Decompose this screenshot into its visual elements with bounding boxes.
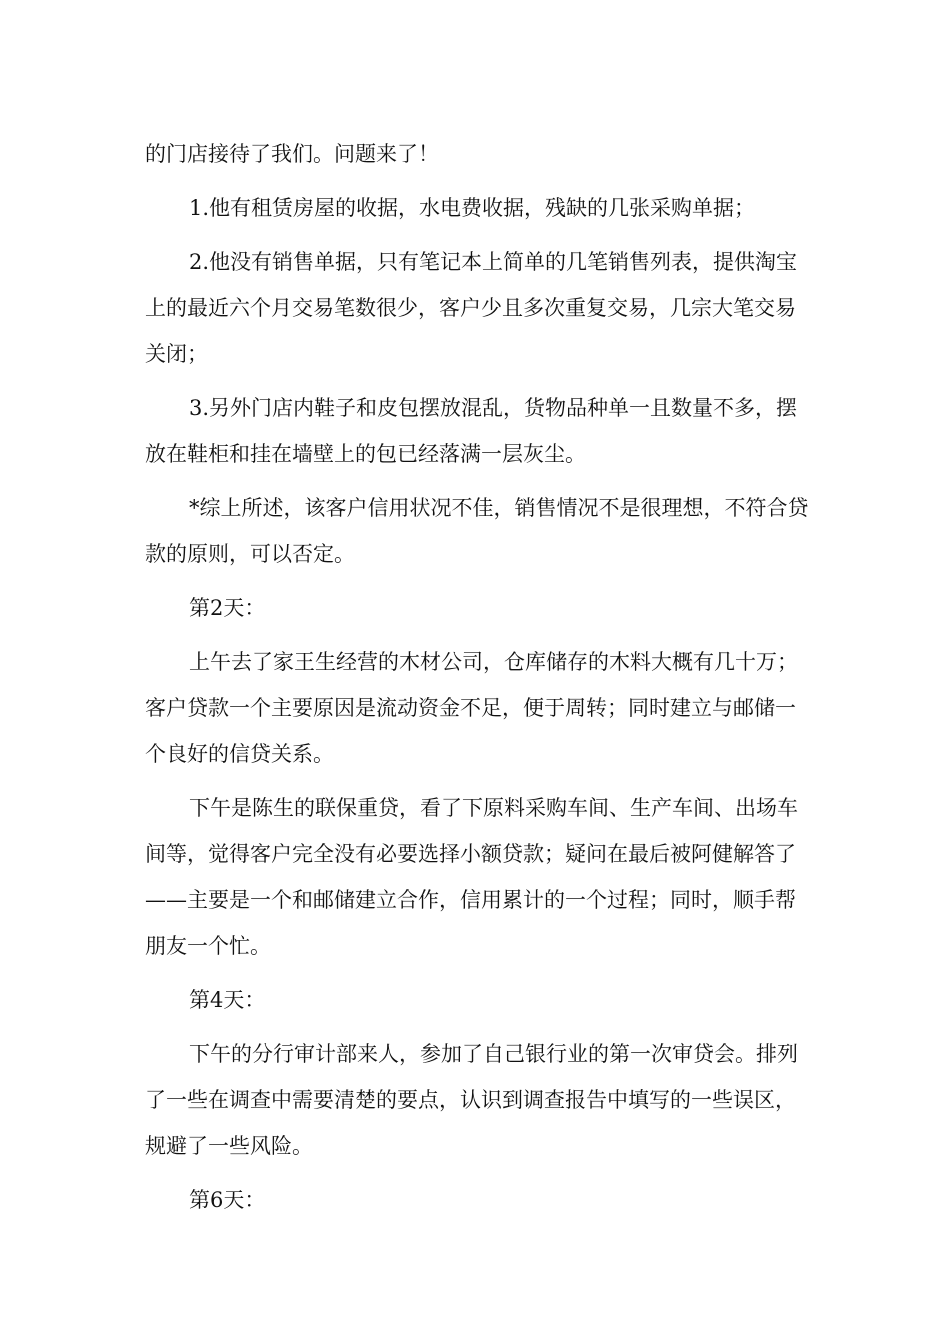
paragraph: 上午去了家王生经营的木材公司，仓库储存的木料大概有几十万；客户贷款一个主要原因是流动资金不足，便于周转；同时建立与邮储一个良好的信贷关系。: [145, 650, 798, 766]
paragraph: 下午的分行审计部来人，参加了自己银行业的第一次审贷会。排列了一些在调查中需要清楚的要点，认识到调查报告中填写的一些误区，规避了一些风险。: [145, 1042, 798, 1158]
section-heading: 第4天：: [189, 988, 266, 1012]
paragraph: 下午是陈生的联保重贷，看了下原料采购车间、生产车间、出场车间等，觉得客户完全没有必要选择小额贷款；疑问在最后被阿健解答了——主要是一个和邮储建立合作，信用累计的一个过程；同时，顺手帮朋友一个忙。: [145, 796, 798, 958]
section-heading: 第6天：: [189, 1188, 266, 1212]
paragraph: 2.他没有销售单据，只有笔记本上简单的几笔销售列表，提供淘宝上的最近六个月交易笔数很少，客户少且多次重复交易，几宗大笔交易关闭；: [145, 250, 798, 366]
paragraph: 3.另外门店内鞋子和皮包摆放混乱，货物品种单一且数量不多，摆放在鞋柜和挂在墙壁上的包已经落满一层灰尘。: [145, 396, 798, 466]
paragraph: 1.他有租赁房屋的收据，水电费收据，残缺的几张采购单据；: [189, 196, 756, 220]
document-body: [145, 131, 815, 1231]
paragraph: 的门店接待了我们。问题来了！: [145, 142, 439, 166]
paragraph: *综上所述，该客户信用状况不佳，销售情况不是很理想，不符合贷款的原则，可以否定。: [145, 496, 809, 566]
section-heading: 第2天：: [189, 596, 266, 620]
